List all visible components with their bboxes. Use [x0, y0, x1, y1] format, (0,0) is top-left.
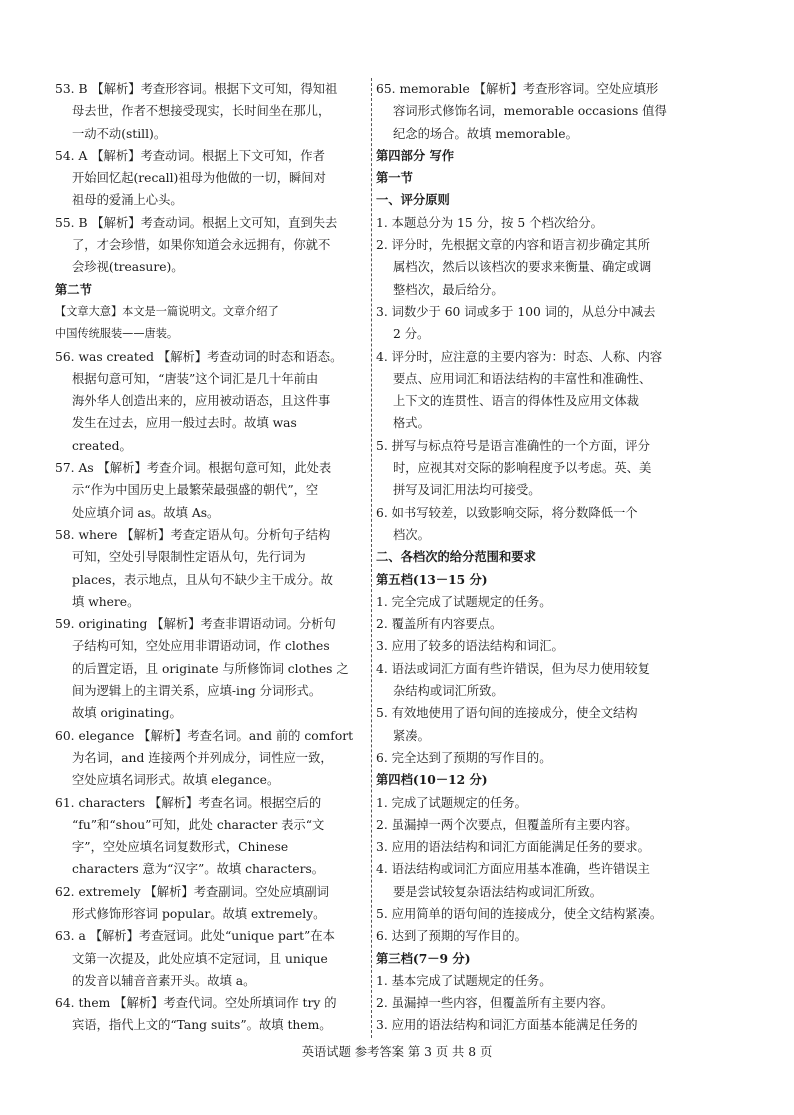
text-line: 3. 词数少于 60 词或多于 100 词的，从总分中减去 — [376, 304, 656, 319]
text-line: 54. A 【解析】考查动词。根据上下文可知，作者 — [55, 148, 325, 163]
left-column — [55, 78, 368, 1037]
text-line: 的发音以辅音音素开头。故填 a。 — [72, 973, 256, 988]
text-line: 文第一次提及，此处应填不定冠词，且 unique — [72, 951, 328, 966]
section-heading: 第二节 — [55, 281, 92, 297]
text-line: 根据句意可知，“唐装”这个词汇是几十年前由 — [72, 371, 319, 386]
text-line: 填 where。 — [72, 594, 140, 609]
text-line: 2. 虽漏掉一两个次要点，但覆盖所有主要内容。 — [376, 817, 638, 832]
text-line: 4. 语法或词汇方面有些许错误，但为尽力使用较复 — [376, 661, 650, 676]
text-line: 要是尝试较复杂语法结构或词汇所致。 — [393, 884, 603, 899]
text-line: 发生在过去，应用一般过去时。故填 was — [72, 416, 297, 431]
text-line: 故填 originating。 — [72, 706, 182, 721]
section-heading: 第四部分 写作 — [376, 147, 455, 163]
text-line: 4. 语法结构或词汇方面应用基本准确，些许错误主 — [376, 862, 650, 877]
text-line: 空处应填名词形式。故填 elegance。 — [72, 773, 280, 788]
text-line: “fu”和“shou”可知，此处 character 表示“文 — [72, 817, 325, 832]
text-line: 57. As 【解析】考查介词。根据句意可知，此处表 — [55, 461, 332, 476]
text-line: 1. 完成了试题规定的任务。 — [376, 795, 527, 810]
right-column — [376, 78, 684, 1037]
text-line: 2. 虽漏掉一些内容，但覆盖所有主要内容。 — [376, 996, 613, 1011]
text-line: 海外华人创造出来的，应用被动语态，且这件事 — [72, 394, 331, 409]
text-line: created。 — [72, 438, 132, 453]
text-line: 5. 有效地使用了语句间的连接成分，使全文结构 — [376, 706, 638, 721]
text-line: 属档次，然后以该档次的要求来衡量、确定或调 — [393, 260, 652, 275]
section-heading: 第一节 — [376, 170, 413, 186]
text-line: 2. 覆盖所有内容要点。 — [376, 617, 503, 632]
text-line: 56. was created 【解析】考查动词的时态和语态。 — [55, 349, 343, 364]
text-line: 的后置定语，且 originate 与所修饰词 clothes 之 — [72, 661, 349, 676]
text-line: 58. where 【解析】考查定语从句。分析句子结构 — [55, 527, 331, 542]
section-heading: 二、各档次的给分范围和要求 — [376, 549, 536, 565]
text-line: 60. elegance 【解析】考查名词。and 前的 comfort — [55, 728, 354, 743]
text-line: 示“作为中国历史上最繁荣最强盛的朝代”，空 — [72, 483, 319, 498]
text-line: 字”，空处应填名词复数形式，Chinese — [72, 840, 289, 855]
text-line: 祖母的爱涌上心头。 — [72, 193, 183, 208]
text-line: 4. 评分时，应注意的主要内容为：时态、人称、内容 — [376, 349, 663, 364]
section-heading: 第四档(10－12 分) — [376, 772, 488, 788]
text-line: 上下文的连贯性、语言的得体性及应用文体裁 — [393, 394, 639, 409]
text-line: 一动不动(still)。 — [72, 126, 167, 141]
text-line: 2. 评分时，先根据文章的内容和语言初步确定其所 — [376, 238, 650, 253]
text-line: 间为逻辑上的主谓关系，应填-ing 分词形式。 — [72, 684, 322, 699]
text-line: 5. 拼写与标点符号是语言准确性的一个方面，评分 — [376, 438, 650, 453]
text-line: 1. 完全完成了试题规定的任务。 — [376, 594, 552, 609]
text-line: characters 意为“汉字”。故填 characters。 — [72, 862, 325, 877]
text-line: 6. 达到了预期的写作目的。 — [376, 929, 527, 944]
text-line: 55. B 【解析】考查动词。根据上文可知，直到失去 — [55, 215, 338, 230]
text-line: 61. characters 【解析】考查名词。根据空后的 — [55, 795, 322, 810]
text-line: 6. 完全达到了预期的写作目的。 — [376, 750, 552, 765]
text-line: 形式修饰形容词 popular。故填 extremely。 — [72, 906, 326, 921]
text-line: 62. extremely 【解析】考查副词。空处应填副词 — [55, 884, 329, 899]
text-line: 1. 基本完成了试题规定的任务。 — [376, 973, 552, 988]
text-line: 母去世，作者不想接受现实，长时间坐在那儿， — [72, 104, 331, 119]
text-line: 杂结构或词汇所致。 — [393, 684, 504, 699]
text-line: 开始回忆起(recall)祖母为他做的一切，瞬间对 — [72, 171, 326, 186]
text-line: 为名词，and 连接两个并列成分，词性应一致， — [72, 750, 333, 765]
text-line: 纪念的场合。故填 memorable。 — [393, 126, 578, 141]
text-line: 容词形式修饰名词，memorable occasions 值得 — [393, 104, 667, 119]
text-line: 59. originating 【解析】考查非谓语动词。分析句 — [55, 617, 336, 632]
text-line: 档次。 — [393, 527, 430, 542]
text-line: 处应填介词 as。故填 As。 — [72, 505, 220, 520]
text-line: 宾语，指代上文的“Tang suits”。故填 them。 — [72, 1018, 332, 1033]
text-line: 拼写及词汇用法均可接受。 — [393, 483, 541, 498]
text-line: 3. 应用了较多的语法结构和词汇。 — [376, 639, 564, 654]
text-line: 可知，空处引导限制性定语从句，先行词为 — [72, 550, 306, 565]
column-divider — [371, 78, 372, 1038]
text-line: 中国传统服装——唐装。 — [55, 327, 179, 341]
text-line: 53. B 【解析】考查形容词。根据下文可知，得知祖 — [55, 82, 338, 96]
section-heading: 第三档(7－9 分) — [376, 950, 471, 966]
text-line: 63. a 【解析】考查冠词。此处“unique part”在本 — [55, 929, 335, 944]
text-line: 5. 应用简单的语句间的连接成分，使全文结构紧凑。 — [376, 906, 663, 921]
section-heading: 第五档(13－15 分) — [376, 571, 488, 587]
text-line: 3. 应用的语法结构和词汇方面基本能满足任务的 — [376, 1018, 638, 1033]
text-line: 格式。 — [393, 416, 430, 431]
section-heading: 一、评分原则 — [376, 192, 450, 208]
text-line: 6. 如书写较差，以致影响交际，将分数降低一个 — [376, 505, 638, 520]
text-line: 【文章大意】本文是一篇说明文。文章介绍了 — [55, 304, 279, 318]
text-line: 1. 本题总分为 15 分，按 5 个档次给分。 — [376, 215, 603, 230]
text-line: 要点、应用词汇和语法结构的丰富性和准确性、 — [393, 371, 652, 386]
text-line: 3. 应用的语法结构和词汇方面能满足任务的要求。 — [376, 840, 650, 855]
text-line: 时，应视其对交际的影响程度予以考虑。英、美 — [393, 461, 652, 476]
text-line: places，表示地点，且从句不缺少主干成分。故 — [72, 572, 333, 587]
text-line: 64. them 【解析】考查代词。空处所填词作 try 的 — [55, 996, 337, 1011]
text-line: 整档次，最后给分。 — [393, 282, 504, 297]
text-line: 65. memorable 【解析】考查形容词。空处应填形 — [376, 82, 659, 96]
text-line: 了，才会珍惜，如果你知道会永远拥有，你就不 — [72, 238, 331, 253]
text-line: 2 分。 — [393, 327, 430, 342]
page-footer: 英语试题 参考答案 第 3 页 共 8 页 — [301, 1045, 493, 1059]
text-line: 子结构可知，空处应用非谓语动词，作 clothes — [72, 639, 330, 654]
text-line: 紧凑。 — [393, 728, 430, 743]
text-line: 会珍视(treasure)。 — [72, 260, 184, 275]
